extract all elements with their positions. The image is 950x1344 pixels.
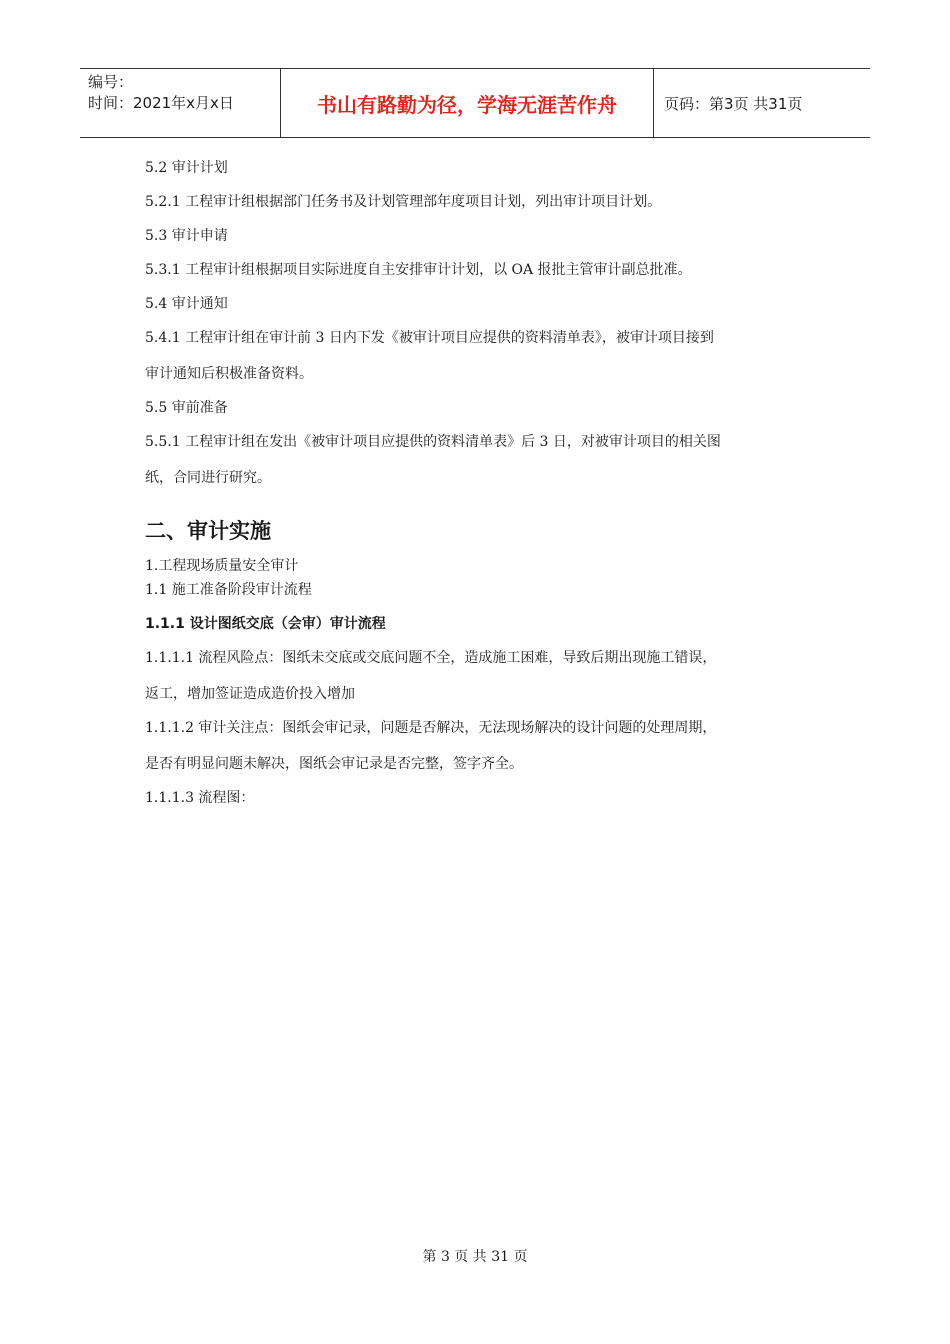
document-date-label: 时间：2021年x月x日 bbox=[88, 94, 234, 112]
paragraph: 1.1.1.1 流程风险点：图纸未交底或交底问题不全，造成施工困难，导致后期出现施工错误， bbox=[145, 650, 717, 666]
paragraph: 1.1.1.3 流程图： bbox=[145, 790, 255, 806]
document-number-label: 编号： bbox=[88, 73, 134, 91]
section-heading: 二、审计实施 bbox=[145, 519, 271, 543]
header-motto: 书山有路勤为径，学海无涯苦作舟 bbox=[281, 69, 654, 137]
paragraph: 5.5.1 工程审计组在发出《被审计项目应提供的资料清单表》后 3 日，对被审计项目的相关图 bbox=[145, 434, 721, 450]
paragraph-continuation: 返工，增加签证造成造价投入增加 bbox=[145, 686, 355, 702]
paragraph: 5.5 审前准备 bbox=[145, 400, 228, 416]
paragraph-continuation: 纸，合同进行研究。 bbox=[145, 470, 271, 486]
header-table bbox=[80, 68, 870, 138]
paragraph: 5.3.1 工程审计组根据项目实际进度自主安排审计计划，以 OA 报批主管审计副总批准。 bbox=[145, 262, 692, 278]
paragraph: 5.2.1 工程审计组根据部门任务书及计划管理部年度项目计划，列出审计项目计划。 bbox=[145, 194, 662, 210]
section-audit-preparation bbox=[145, 158, 815, 488]
header-page-label: 页码：第3页 共31页 bbox=[664, 94, 803, 113]
paragraph: 5.4.1 工程审计组在审计前 3 日内下发《被审计项目应提供的资料清单表》，被审计项目接到 bbox=[145, 330, 714, 346]
paragraph: 1.1 施工准备阶段审计流程 bbox=[145, 582, 312, 598]
paragraph-continuation: 是否有明显问题未解决，图纸会审记录是否完整，签字齐全。 bbox=[145, 756, 523, 772]
paragraph-continuation: 审计通知后积极准备资料。 bbox=[145, 366, 313, 382]
subheading: 1.1.1 设计图纸交底（会审）审计流程 bbox=[145, 616, 386, 632]
paragraph: 1.1.1.2 审计关注点：图纸会审记录，问题是否解决，无法现场解决的设计问题的处理周期， bbox=[145, 720, 717, 736]
page-footer: 第 3 页 共 31 页 bbox=[422, 1249, 528, 1265]
paragraph: 1.工程现场质量安全审计 bbox=[145, 558, 299, 574]
paragraph: 5.3 审计申请 bbox=[145, 228, 228, 244]
section-audit-implementation bbox=[145, 556, 815, 808]
paragraph: 5.2 审计计划 bbox=[145, 160, 228, 176]
header-info-cell bbox=[80, 69, 281, 137]
paragraph: 5.4 审计通知 bbox=[145, 296, 228, 312]
